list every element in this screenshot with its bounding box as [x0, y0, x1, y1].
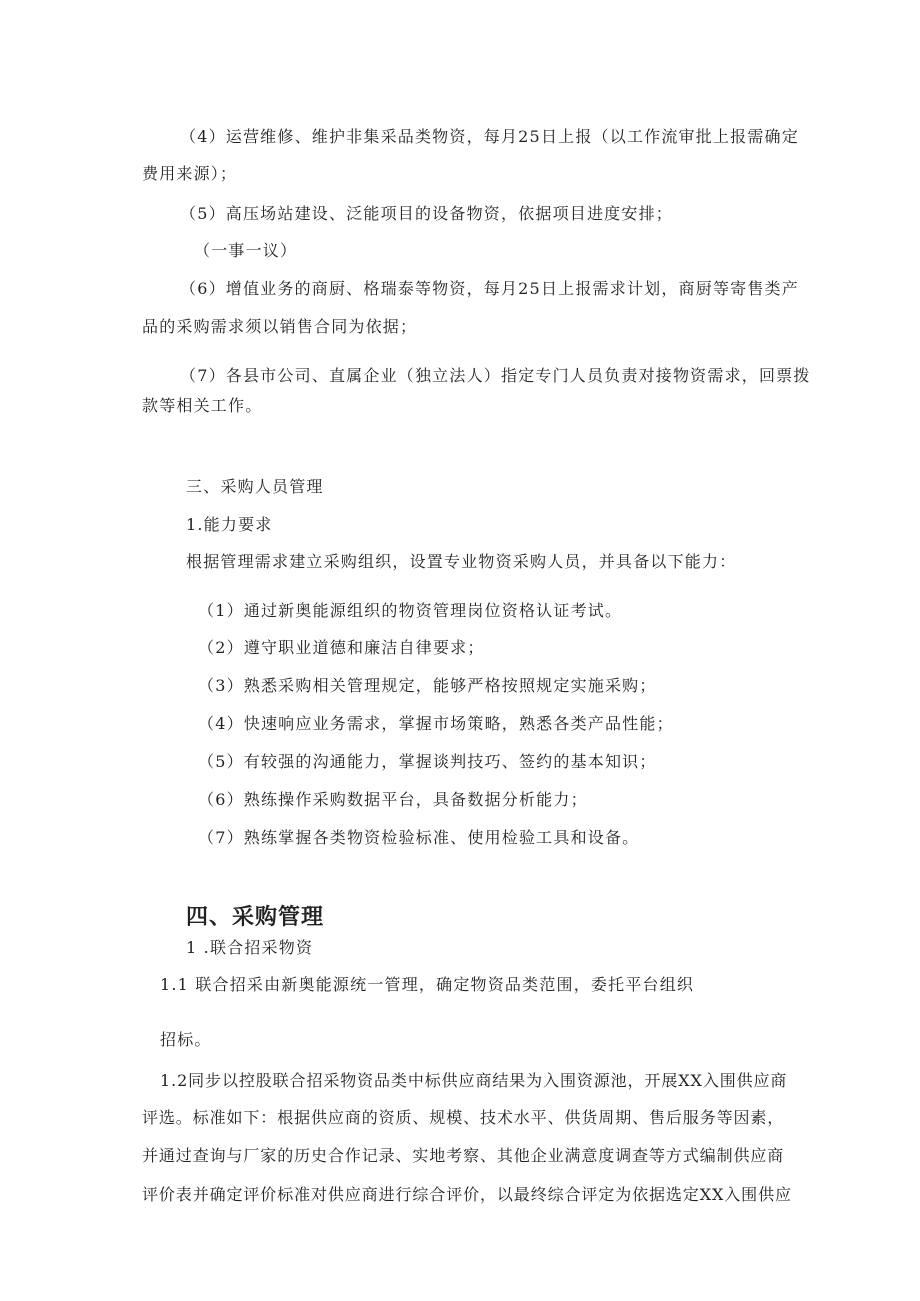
section-heading-procurement: 四、采购管理: [186, 905, 325, 930]
item-4-line-1: （4）运营维修、维护非集采品类物资，每月25日上报（以工作流审批上报需确定: [180, 127, 799, 146]
ability-item: （2）遵守职业道德和廉洁自律要求；: [198, 638, 485, 657]
ability-item: （3）熟悉采购相关管理规定，能够严格按照规定实施采购；: [198, 676, 657, 695]
item-5: （5）高压场站建设、泛能项目的设备物资，依据项目进度安排；: [180, 204, 673, 223]
item-4-line-2: 费用来源）；: [142, 164, 238, 183]
item-7-line-1: （7）各县市公司、直属企业（独立法人）指定专门人员负责对接物资需求，回票拨: [180, 366, 811, 385]
staff-intro: 根据管理需求建立采购组织，设置专业物资采购人员，并具备以下能力：: [186, 552, 737, 571]
sub-heading-ability: 1.能力要求: [186, 515, 273, 534]
ability-item: （6）熟练操作采购数据平台，具备数据分析能力；: [198, 790, 588, 809]
sub-heading-joint-procurement: 1 .联合招采物资: [186, 938, 314, 957]
item-5-note: （一事一议）: [194, 241, 298, 260]
ability-item: （7）熟练掌握各类物资检验标准、使用检验工具和设备。: [198, 828, 640, 847]
ability-item: （4）快速响应业务需求，掌握市场策略，熟悉各类产品性能；: [198, 714, 674, 733]
para-1-2-line: 1.2同步以控股联合招采物资品类中标供应商结果为入围资源池，开展XX入围供应商: [160, 1071, 788, 1090]
item-6-line-2: 品的采购需求须以销售合同为依据；: [142, 317, 418, 336]
para-1-1-line-1: 1.1 联合招采由新奥能源统一管理，确定物资品类范围，委托平台组织: [160, 975, 695, 994]
section-heading-staff: 三、采购人员管理: [186, 477, 324, 496]
para-1-2-line: 并通过查询与厂家的历史合作记录、实地考察、其他企业满意度调查等方式编制供应商: [142, 1146, 785, 1165]
item-7-line-2: 款等相关工作。: [142, 396, 263, 415]
item-6-line-1: （6）增值业务的商厨、格瑞泰等物资，每月25日上报需求计划，商厨等寄售类产: [180, 279, 799, 298]
para-1-1-line-2: 招标。: [160, 1030, 212, 1049]
ability-item: （1）通过新奥能源组织的物资管理岗位资格认证考试。: [198, 601, 623, 620]
ability-item: （5）有较强的沟通能力，掌握谈判技巧、签约的基本知识；: [198, 752, 657, 771]
para-1-2-line: 评选。标准如下：根据供应商的资质、规模、技术水平、供货周期、售后服务等因素，: [142, 1108, 785, 1127]
para-1-2-line: 评价表并确定评价标准对供应商进行综合评价，以最终综合评定为依据选定XX入围供应: [142, 1185, 792, 1204]
